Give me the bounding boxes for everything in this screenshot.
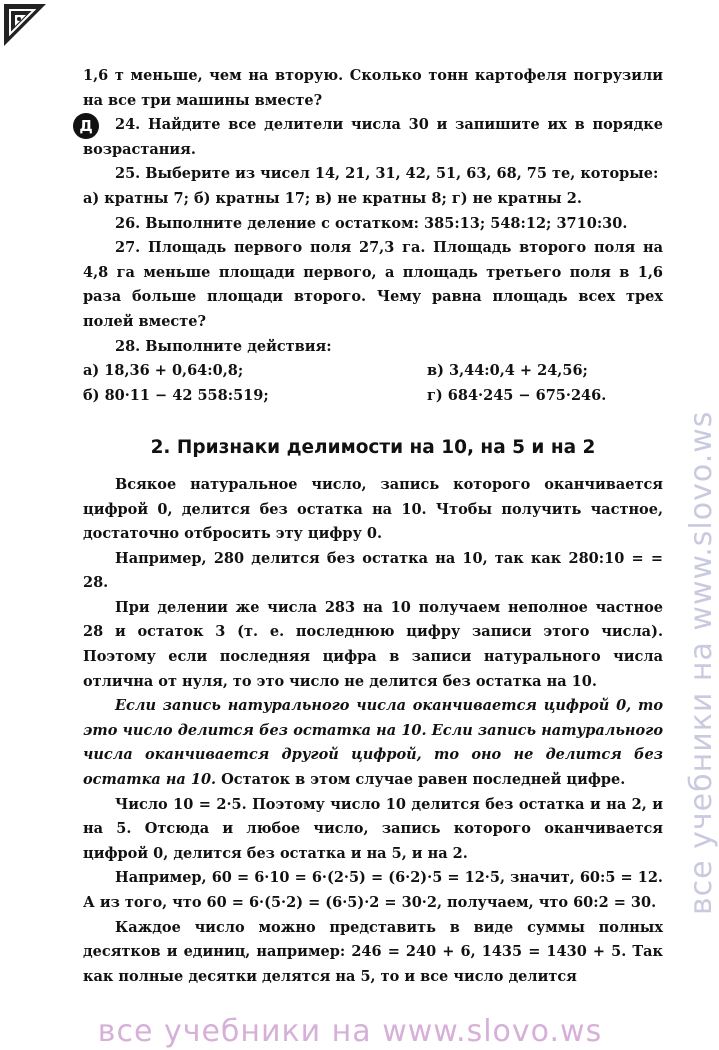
- exercise-24: [79, 113, 663, 162]
- bottom-watermark: все учебники на www.slovo.ws: [97, 1014, 603, 1049]
- exercise-27-text: 27. Площадь первого поля 27,3 га. Площадь второго поля на 4,8 га меньше площади первого, а площадь третьего поля в 1,6 раза больше площади второго. Чему равна площадь всех трех полей вместе?: [83, 239, 663, 330]
- section-paragraph-5: Число 10 = 2·5. Поэтому число 10 делится без остатка и на 2, и на 5. Отсюда и любое число, запись которого оканчивается цифрой 0, делится без остатка и на 5, и на 2.: [83, 795, 663, 862]
- home-task-badge: Д: [73, 113, 99, 139]
- section-paragraph-3: При делении же числа 283 на 10 получаем неполное частное 28 и остаток 3 (т. е. последнюю цифру записи этого числа). Поэтому если последняя цифра в записи натурального числа отлична от нуля, то это число не делится без остатка на 10.: [83, 598, 663, 690]
- section-title: 2. Признаки делимости на 10, на 5 и на 2: [150, 437, 596, 459]
- section-paragraph-7: Каждое число можно представить в виде суммы полных десятков и единиц, например: 246 = 240 + 6, 1435 = 1430 + 5. Так как полные десятки делятся на 5, то и все число делится: [83, 918, 663, 985]
- section-paragraph-6: Например, 60 = 6·10 = 6·(2·5) = (6·2)·5 = 12·5, значит, 60:5 = 12. А из того, что 60 = 6·(5·2) = (6·5)·2 = 30·2, получаем, что 60:2 = 30.: [83, 869, 663, 911]
- exercise-28-v: в) 3,44:0,4 + 24,56;: [427, 362, 588, 380]
- exercise-24-text: 24. Найдите все делители числа 30 и запишите их в порядке возрастания.: [83, 116, 663, 158]
- exercise-28-row-1: [83, 359, 663, 384]
- exercise-25-options: а) кратны 7; б) кратны 17; в) не кратны 8; г) не кратны 2.: [83, 189, 582, 207]
- exercise-26-text: 26. Выполните деление с остатком: 385:13; 548:12; 3710:30.: [115, 214, 628, 232]
- divisibility-rule-10: Если запись натурального числа оканчивается цифрой 0, то это число делится без остатка на 10. Если запись натурального числа оканчивается другой цифрой, то оно не делится без остатка на 10.: [83, 697, 663, 789]
- exercise-25-text: 25. Выберите из чисел 14, 21, 31, 42, 51, 63, 68, 75 те, которые:: [115, 165, 659, 183]
- exercise-28-g: г) 684·245 − 675·246.: [427, 386, 607, 404]
- section-rule-paragraph: [83, 694, 663, 792]
- exercise-28-b: б) 80·11 − 42 558:519;: [83, 386, 269, 404]
- rule-remainder-note: Остаток в этом случае равен последней цифре.: [216, 771, 626, 789]
- exercise-28-row-2: [83, 384, 663, 409]
- section-paragraph-1: Всякое натуральное число, запись которого оканчивается цифрой 0, делится без остатка на 10. Чтобы получить частное, достаточно отбросить эту цифру 0.: [83, 475, 663, 543]
- section-paragraph-2: Например, 280 делится без остатка на 10, так как 280:10 = = 28.: [83, 549, 663, 592]
- prev-exercise-end: 1,6 т меньше, чем на вторую. Сколько тонн картофеля погрузили на все три машины вместе?: [83, 67, 663, 109]
- exercise-28-text: 28. Выполните действия:: [115, 337, 332, 355]
- corner-ornament-icon: [4, 4, 46, 46]
- page-text: [79, 64, 663, 989]
- exercise-28-a: а) 18,36 + 0,64:0,8;: [83, 362, 244, 380]
- side-watermark: все учебники на www.slovo.ws: [684, 410, 719, 915]
